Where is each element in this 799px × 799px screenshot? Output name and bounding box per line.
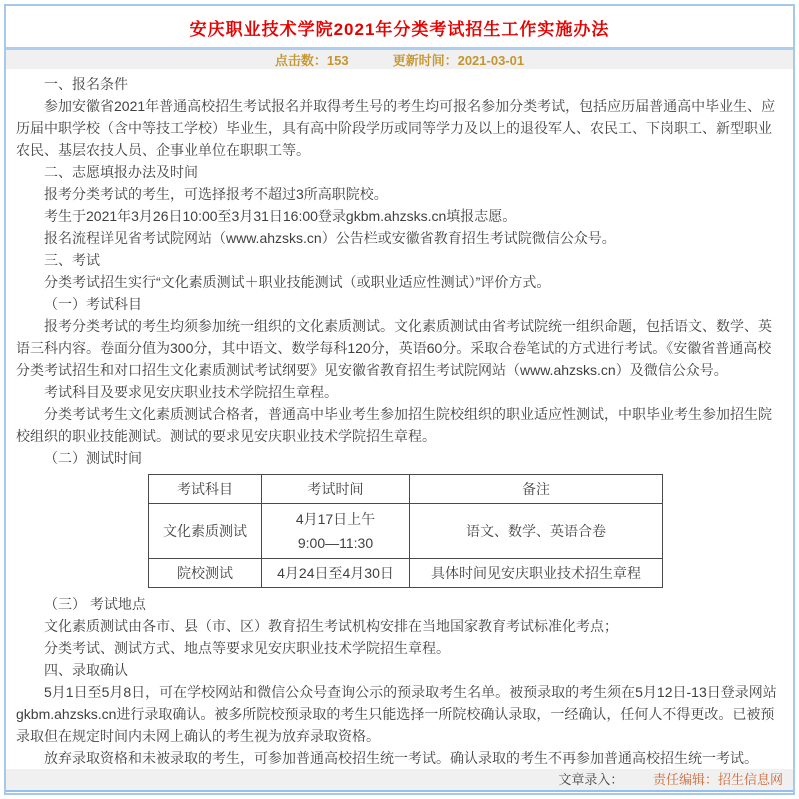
table-header-row	[149, 475, 663, 504]
header-note: 备注	[410, 475, 663, 504]
header-exam-time: 考试时间	[262, 475, 410, 504]
section-heading-exam: 三、考试	[44, 252, 100, 268]
paragraph-exam-subjects-detail: 报考分类考试的考生均须参加统一组织的文化素质测试。文化素质测试由省考试院统一组织命题，包括语文、数学、英语三科内容。卷面分值为300分，其中语文、数学每科120分，英语60分。采取合卷笔试的方式进行考试。《安徽省普通高校分类考试招生和对口招生文化素质测试考试纲要》见安徽省教育招生考试院网站（www.ahzsks.cn）及微信公众号。	[16, 318, 772, 378]
paragraph-registration-conditions: 参加安徽省2021年普通高校招生考试报名并取得考生号的考生均可报名参加分类考试，包括应历届普通高中毕业生、应历届中职学校（含中等技工学校）毕业生，具有高中阶段学历或同等学力及以上的退役军人、农民工、下岗职工、新型职业农民、基层农技人员、企事业单位在职职工等。	[16, 98, 776, 158]
cell-time-college-test: 4月24日至4月30日	[262, 559, 410, 588]
paragraph-exam-requirements: 考试科目及要求见安庆职业技术学院招生章程。	[44, 384, 338, 400]
footer-bar	[6, 769, 793, 792]
update-time: 更新时间：2021-03-01	[392, 53, 525, 68]
responsible-editor-label: 责任编辑：招生信息网	[652, 772, 783, 787]
title-bar	[6, 6, 793, 47]
paragraph-exam-location-detail: 文化素质测试由各市、县（市、区）教育招生考试机构安排在当地国家教育考试标准化考点；	[44, 618, 618, 634]
article-entry-label: 文章录入：	[558, 772, 624, 787]
page-title: 安庆职业技术学院2021年分类考试招生工作实施办法	[189, 20, 610, 39]
article-body	[6, 69, 793, 769]
paragraph-exam-location-requirement: 分类考试、测试方式、地点等要求见安庆职业技术学院招生章程。	[44, 640, 450, 656]
section-heading-registration: 一、报名条件	[44, 76, 128, 92]
paragraph-exam-mode: 分类考试招生实行“文化素质测试＋职业技能测试（或职业适应性测试）”评价方式。	[44, 274, 551, 290]
cell-note-culture-test: 语文、数学、英语合卷	[410, 504, 663, 559]
paragraph-application-time: 考生于2021年3月26日10:00至3月31日16:00登录gkbm.ahzsks.cn填报志愿。	[44, 208, 517, 224]
hits-count: 点击数：153	[274, 53, 349, 68]
article-page	[4, 4, 795, 795]
subsection-heading-exam-subjects: （一）考试科目	[44, 296, 142, 312]
table-row	[149, 504, 663, 559]
cell-subject-college-test: 院校测试	[149, 559, 262, 588]
section-heading-application: 二、志愿填报办法及时间	[44, 164, 198, 180]
paragraph-application-process: 报名流程详见省考试院网站（www.ahzsks.cn）公告栏或安徽省教育招生考试院微信公众号。	[44, 230, 616, 246]
cell-note-college-test: 具体时间见安庆职业技术招生章程	[410, 559, 663, 588]
paragraph-application-limit: 报考分类考试的考生，可选择报考不超过3所高职院校。	[44, 186, 388, 202]
meta-bar	[6, 47, 793, 69]
paragraph-admission-confirmation: 5月1日至5月8日，可在学校网站和微信公众号查询公示的预录取考生名单。被预录取的考生须在5月12日-13日登录网站gkbm.ahzsks.cn进行录取确认。被多所院校预录取的考生只能选择一所院校确认录取，一经确认，任何人不得更改。已被预录取但在规定时间内未网上确认的考生视为放弃录取资格。	[16, 684, 777, 744]
exam-schedule-table	[148, 474, 663, 588]
cell-subject-culture-test: 文化素质测试	[149, 504, 262, 559]
table-row	[149, 559, 663, 588]
culture-test-date: 4月17日上午	[295, 511, 376, 527]
cell-time-culture-test	[262, 504, 410, 559]
paragraph-skill-test: 分类考试考生文化素质测试合格者，普通高中毕业考生参加招生院校组织的职业适应性测试，中职毕业考生参加招生院校组织的职业技能测试。测试的要求见安庆职业技术学院招生章程。	[16, 406, 772, 444]
header-exam-subject: 考试科目	[149, 475, 262, 504]
section-heading-admission: 四、录取确认	[44, 662, 128, 678]
paragraph-admission-waiver: 放弃录取资格和未被录取的考生，可参加普通高校招生统一考试。确认录取的考生不再参加普通高校招生统一考试。	[44, 750, 758, 766]
subsection-heading-test-time: （二）测试时间	[44, 450, 142, 466]
subsection-heading-exam-location: （三） 考试地点	[44, 596, 146, 612]
culture-test-hours: 9:00—11:30	[297, 535, 374, 551]
